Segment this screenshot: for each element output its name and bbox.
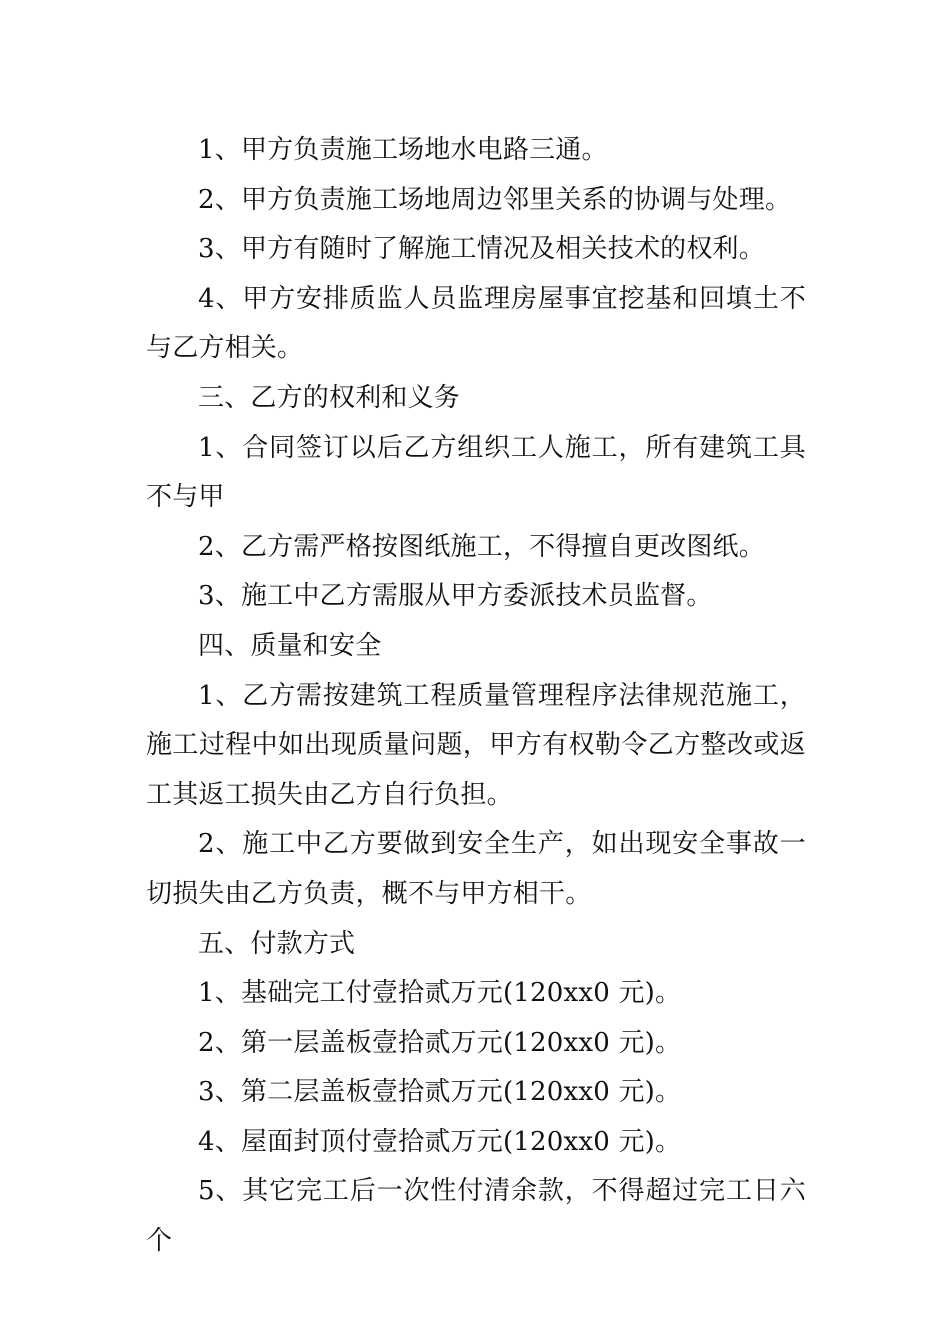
section-heading-payment: 五、付款方式 [198, 928, 356, 959]
paragraph-party-b-supervisor: 3、施工中乙方需服从甲方委派技术员监督。 [198, 581, 713, 612]
document-body [146, 126, 806, 1267]
paragraph-payment-balance: 5、其它完工后一次性付清余款，不得超过完工日六个 [146, 1176, 806, 1257]
section-heading-party-b: 三、乙方的权利和义务 [198, 382, 461, 413]
paragraph-payment-first-floor: 2、第一层盖板壹拾贰万元(120xx0 元)。 [198, 1027, 682, 1058]
paragraph-party-a-utilities: 1、甲方负责施工场地水电路三通。 [198, 135, 608, 165]
paragraph-quality: 1、乙方需按建筑工程质量管理程序法律规范施工，施工过程中如出现质量问题，甲方有权勒令乙方整改或返工其返工损失由乙方自行负担。 [146, 680, 806, 810]
paragraph-safety: 2、施工中乙方要做到安全生产，如出现安全事故一切损失由乙方负责，概不与甲方相干。 [146, 829, 806, 909]
paragraph-party-a-supervision: 4、甲方安排质监人员监理房屋事宜挖基和回填土不与乙方相关。 [146, 283, 806, 364]
paragraph-party-b-workers: 1、合同签订以后乙方组织工人施工，所有建筑工具不与甲 [146, 432, 806, 513]
paragraph-payment-roof: 4、屋面封顶付壹拾贰万元(120xx0 元)。 [198, 1126, 682, 1157]
paragraph-payment-foundation: 1、基础完工付壹拾贰万元(120xx0 元)。 [198, 978, 682, 1009]
paragraph-party-a-neighbors: 2、甲方负责施工场地周边邻里关系的协调与处理。 [198, 184, 792, 215]
paragraph-party-b-drawings: 2、乙方需严格按图纸施工，不得擅自更改图纸。 [198, 531, 765, 562]
section-heading-quality-safety: 四、质量和安全 [198, 630, 382, 661]
paragraph-party-a-rights: 3、甲方有随时了解施工情况及相关技术的权利。 [198, 234, 765, 265]
paragraph-payment-second-floor: 3、第二层盖板壹拾贰万元(120xx0 元)。 [198, 1077, 682, 1108]
